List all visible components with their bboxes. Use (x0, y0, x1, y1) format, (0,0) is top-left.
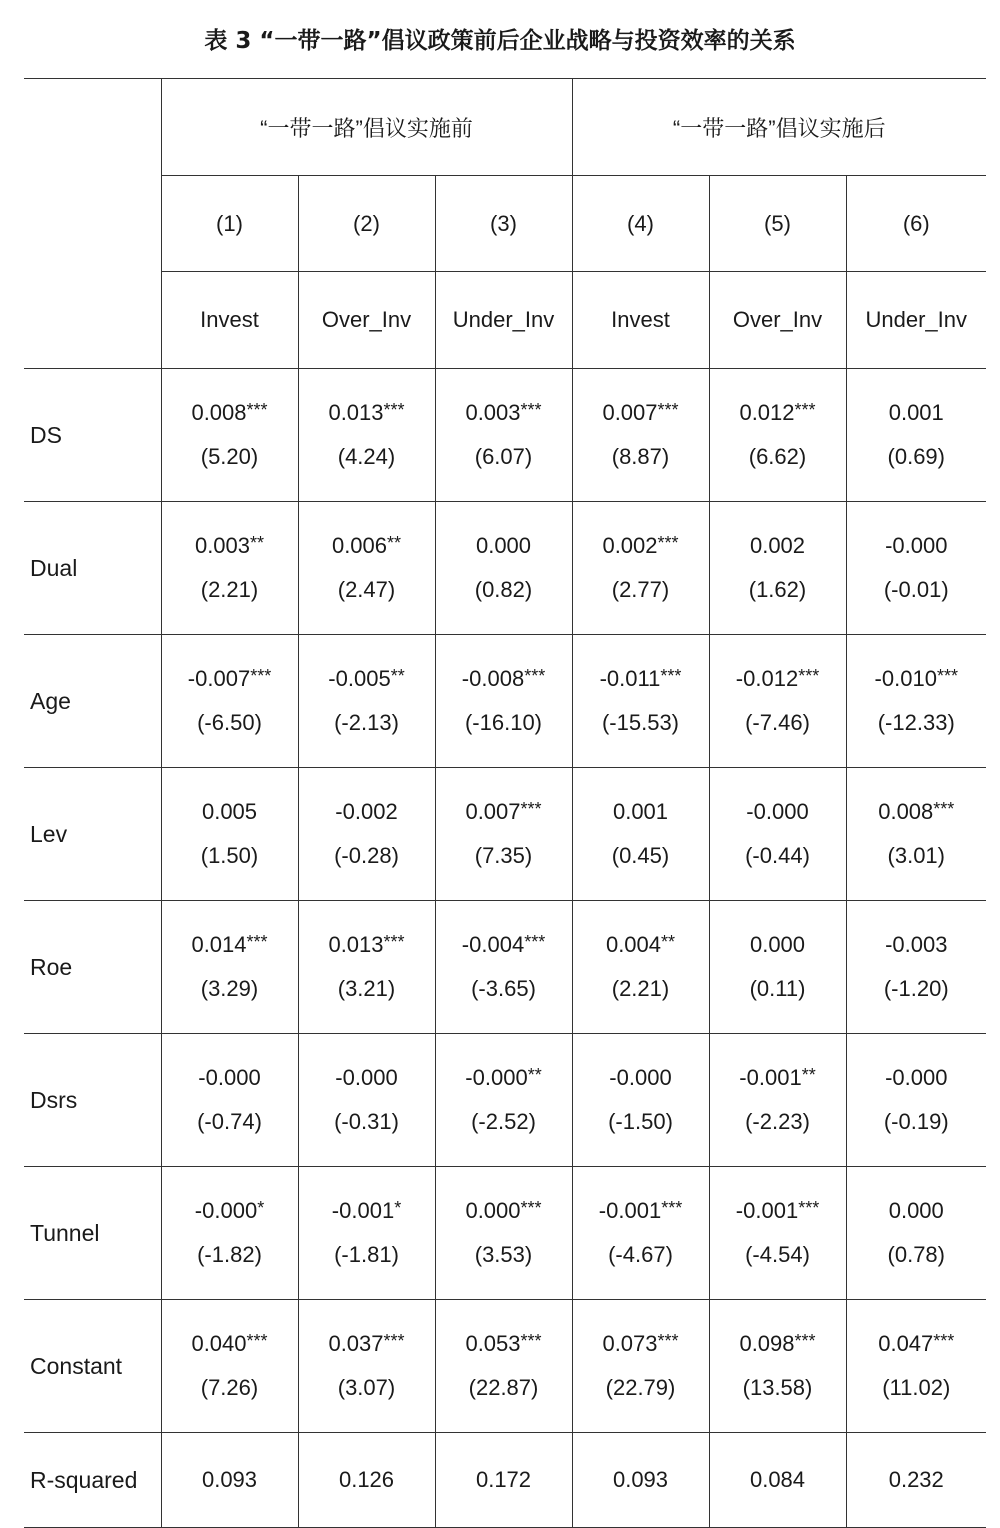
table-cell (572, 369, 709, 502)
significance-stars: * (257, 1198, 265, 1218)
coefficient (573, 533, 709, 559)
table-row (24, 502, 986, 635)
table-cell (435, 901, 572, 1034)
table-cell (298, 502, 435, 635)
coefficient-value: -0.000 (885, 1065, 948, 1090)
table-cell (846, 369, 986, 502)
table-cell (161, 768, 298, 901)
t-statistic: (-0.31) (334, 1109, 399, 1134)
coefficient (436, 400, 572, 426)
coefficient-value: 0.000 (475, 533, 532, 558)
table-cell (572, 1167, 709, 1300)
significance-stars: *** (798, 666, 820, 686)
coefficient (573, 932, 709, 958)
significance-stars: ** (527, 1065, 542, 1085)
t-statistic: (3.01) (887, 843, 945, 868)
model-number-cell: (4) (572, 176, 709, 272)
significance-stars: *** (794, 400, 816, 420)
coefficient-value: -0.000 (746, 799, 809, 824)
t-statistic: (-0.19) (883, 1109, 949, 1134)
table-cell (435, 502, 572, 635)
row-label: Tunnel (24, 1167, 161, 1300)
coefficient (710, 1331, 846, 1357)
table-cell (846, 1167, 986, 1300)
t-statistic: (22.87) (468, 1375, 539, 1400)
significance-stars: *** (933, 1331, 955, 1351)
coefficient-value: -0.004 (461, 932, 525, 957)
coefficient (573, 1331, 709, 1357)
row-label: Dsrs (24, 1034, 161, 1167)
t-statistic: (3.21) (337, 976, 396, 1001)
group-header-before: “一带一路”倡议实施前 (161, 79, 572, 176)
coefficient (436, 533, 572, 559)
coefficient (710, 1065, 846, 1091)
significance-stars: *** (520, 1198, 542, 1218)
model-number-row (24, 176, 986, 272)
coefficient (299, 799, 435, 825)
dependent-variable-cell: Invest (572, 272, 709, 369)
t-statistic: (3.29) (200, 976, 259, 1001)
coefficient-value: 0.037 (328, 1331, 384, 1356)
coefficient (436, 1065, 572, 1091)
t-statistic: (13.58) (742, 1375, 813, 1400)
coefficient-value: -0.001 (739, 1065, 802, 1090)
coefficient (436, 666, 572, 692)
coefficient (162, 799, 298, 825)
coefficient (573, 400, 709, 426)
t-statistic: (7.26) (200, 1375, 259, 1400)
dependent-variable-cell: Over_Inv (298, 272, 435, 369)
significance-stars: *** (657, 400, 679, 420)
table-cell (846, 1300, 986, 1433)
coefficient-value: 0.047 (878, 1331, 934, 1356)
row-label: DS (24, 369, 161, 502)
t-statistic: (-2.52) (471, 1109, 536, 1134)
t-statistic: (11.02) (882, 1375, 951, 1400)
t-statistic: (0.11) (749, 976, 806, 1001)
significance-stars: *** (520, 1331, 542, 1351)
coefficient-value: 0.002 (602, 533, 658, 558)
t-statistic: (2.77) (611, 577, 670, 602)
coefficient (162, 1198, 298, 1224)
table-cell (161, 502, 298, 635)
t-statistic: (-2.23) (745, 1109, 810, 1134)
coefficient (162, 400, 298, 426)
dependent-variable-cell: Under_Inv (846, 272, 986, 369)
coefficient (847, 1065, 987, 1091)
coefficient-value: 0.014 (191, 932, 247, 957)
significance-stars: *** (798, 1198, 820, 1218)
coefficient-value: 0.053 (465, 1331, 521, 1356)
significance-stars: *** (933, 799, 955, 819)
table-cell (298, 901, 435, 1034)
coefficient (847, 666, 987, 692)
t-statistic: (-2.13) (334, 710, 399, 735)
significance-stars: *** (383, 932, 405, 952)
rsquared-value: 0.126 (298, 1433, 435, 1528)
table-body (24, 369, 986, 1433)
coefficient (847, 1198, 987, 1224)
significance-stars: *** (660, 666, 682, 686)
rsquared-row (24, 1433, 986, 1528)
coefficient (299, 400, 435, 426)
t-statistic: (-1.20) (883, 976, 949, 1001)
table-cell (435, 369, 572, 502)
rsquared-value: 0.172 (435, 1433, 572, 1528)
table-row (24, 1034, 986, 1167)
model-number-cell: (3) (435, 176, 572, 272)
significance-stars: *** (383, 400, 405, 420)
corner-cell (24, 79, 161, 369)
model-number-cell: (6) (846, 176, 986, 272)
t-statistic: (-16.10) (464, 710, 543, 735)
significance-stars: *** (246, 400, 268, 420)
coefficient-value: 0.008 (191, 400, 247, 425)
model-number-cell: (2) (298, 176, 435, 272)
t-statistic: (6.62) (748, 444, 807, 469)
significance-stars: ** (387, 533, 402, 553)
t-statistic: (-0.28) (334, 843, 399, 868)
row-label-rsquared: R-squared (24, 1433, 161, 1528)
table-cell (298, 1034, 435, 1167)
significance-stars: ** (661, 932, 676, 952)
t-statistic: (-0.01) (883, 577, 949, 602)
table-cell (846, 901, 986, 1034)
coefficient (847, 400, 987, 426)
significance-stars: ** (250, 533, 265, 553)
coefficient (847, 932, 987, 958)
coefficient (710, 400, 846, 426)
table-cell (572, 502, 709, 635)
table-cell (709, 502, 846, 635)
t-statistic: (-0.74) (197, 1109, 262, 1134)
t-statistic: (5.20) (200, 444, 259, 469)
t-statistic: (-15.53) (601, 710, 680, 735)
group-header-after: “一带一路”倡议实施后 (572, 79, 986, 176)
coefficient (847, 533, 987, 559)
coefficient (710, 666, 846, 692)
coefficient (847, 799, 987, 825)
coefficient (573, 799, 709, 825)
coefficient (573, 666, 709, 692)
coefficient-value: -0.007 (187, 666, 251, 691)
coefficient-value: -0.005 (328, 666, 391, 691)
t-statistic: (0.69) (887, 444, 945, 469)
table-cell (572, 768, 709, 901)
dependent-variable-cell: Over_Inv (709, 272, 846, 369)
t-statistic: (3.53) (474, 1242, 533, 1267)
table-title: 表 3 “一带一路”倡议政策前后企业战略与投资效率的关系 (204, 28, 796, 54)
coefficient-value: 0.013 (328, 932, 384, 957)
t-statistic: (-12.33) (877, 710, 955, 735)
significance-stars: *** (657, 1331, 679, 1351)
coefficient (573, 1065, 709, 1091)
coefficient-value: 0.007 (465, 799, 521, 824)
coefficient-value: 0.098 (739, 1331, 795, 1356)
t-statistic: (4.24) (337, 444, 396, 469)
significance-stars: *** (657, 533, 679, 553)
significance-stars: *** (794, 1331, 816, 1351)
table-row (24, 1300, 986, 1433)
dependent-variable-cell: Under_Inv (435, 272, 572, 369)
table-cell (846, 1034, 986, 1167)
significance-stars: *** (936, 666, 958, 686)
rsquared-value: 0.093 (572, 1433, 709, 1528)
t-statistic: (7.35) (474, 843, 533, 868)
t-statistic: (-4.54) (745, 1242, 810, 1267)
coefficient (573, 1198, 709, 1224)
t-statistic: (0.82) (474, 577, 533, 602)
rsquared-value: 0.093 (161, 1433, 298, 1528)
table-cell (709, 901, 846, 1034)
table-cell (435, 1300, 572, 1433)
table-cell (846, 768, 986, 901)
coefficient (436, 1198, 572, 1224)
table-cell (709, 369, 846, 502)
significance-stars: *** (246, 932, 268, 952)
table-cell (435, 1034, 572, 1167)
t-statistic: (2.21) (611, 976, 670, 1001)
table-row (24, 369, 986, 502)
table-cell (709, 768, 846, 901)
table-row (24, 768, 986, 901)
coefficient (162, 533, 298, 559)
table-row (24, 635, 986, 768)
table-row (24, 1167, 986, 1300)
rsquared-value: 0.232 (846, 1433, 986, 1528)
coefficient (299, 1198, 435, 1224)
t-statistic: (-1.81) (334, 1242, 399, 1267)
table-cell (572, 1300, 709, 1433)
table-cell (161, 901, 298, 1034)
table-cell (435, 1167, 572, 1300)
significance-stars: *** (524, 666, 546, 686)
row-label: Age (24, 635, 161, 768)
coefficient (162, 1065, 298, 1091)
coefficient-value: -0.011 (599, 666, 661, 691)
coefficient-value: 0.000 (465, 1198, 521, 1223)
coefficient-value: 0.013 (328, 400, 384, 425)
coefficient-value: 0.073 (602, 1331, 658, 1356)
coefficient-value: -0.000 (335, 1065, 398, 1090)
table-cell (709, 1167, 846, 1300)
t-statistic: (1.62) (748, 577, 807, 602)
table-cell (846, 502, 986, 635)
t-statistic: (2.21) (200, 577, 259, 602)
significance-stars: *** (383, 1331, 405, 1351)
coefficient-value: -0.001 (598, 1198, 662, 1223)
rsquared-value: 0.084 (709, 1433, 846, 1528)
table-cell (709, 635, 846, 768)
coefficient-value: 0.012 (739, 400, 795, 425)
coefficient (299, 1331, 435, 1357)
coefficient-value: -0.001 (735, 1198, 799, 1223)
coefficient-value: 0.002 (749, 533, 806, 558)
coefficient-value: 0.000 (888, 1198, 944, 1223)
model-number-cell: (1) (161, 176, 298, 272)
row-label: Lev (24, 768, 161, 901)
table-cell (435, 768, 572, 901)
coefficient (299, 1065, 435, 1091)
coefficient-value: 0.004 (605, 932, 662, 957)
t-statistic: (0.78) (887, 1242, 945, 1267)
coefficient (299, 666, 435, 692)
t-statistic: (-0.44) (745, 843, 810, 868)
dependent-variable-row (24, 272, 986, 369)
coefficient-value: 0.003 (194, 533, 251, 558)
table-cell (298, 635, 435, 768)
coefficient-value: -0.000 (465, 1065, 528, 1090)
row-label: Constant (24, 1300, 161, 1433)
coefficient-value: -0.008 (461, 666, 525, 691)
table-cell (298, 369, 435, 502)
t-statistic: (-1.50) (608, 1109, 673, 1134)
coefficient-value: 0.001 (612, 799, 669, 824)
significance-stars: *** (520, 799, 542, 819)
table-cell (709, 1034, 846, 1167)
coefficient (710, 533, 846, 559)
significance-stars: *** (524, 932, 546, 952)
significance-stars: *** (246, 1331, 268, 1351)
table-cell (572, 635, 709, 768)
significance-stars: ** (801, 1065, 816, 1085)
coefficient (847, 1331, 987, 1357)
model-number-cell: (5) (709, 176, 846, 272)
t-statistic: (8.87) (611, 444, 670, 469)
t-statistic: (-1.82) (197, 1242, 262, 1267)
table-cell (298, 1167, 435, 1300)
table-cell (298, 768, 435, 901)
t-statistic: (2.47) (337, 577, 396, 602)
row-label: Dual (24, 502, 161, 635)
row-label: Roe (24, 901, 161, 1034)
coefficient-value: -0.001 (331, 1198, 395, 1223)
dependent-variable-cell: Invest (161, 272, 298, 369)
coefficient-value: -0.000 (609, 1065, 672, 1090)
coefficient (162, 1331, 298, 1357)
coefficient (436, 932, 572, 958)
coefficient-value: 0.006 (331, 533, 388, 558)
coefficient (299, 533, 435, 559)
t-statistic: (1.50) (200, 843, 259, 868)
coefficient-value: -0.003 (885, 932, 948, 957)
t-statistic: (3.07) (337, 1375, 396, 1400)
table-cell (709, 1300, 846, 1433)
coefficient-value: 0.001 (888, 400, 944, 425)
significance-stars: *** (250, 666, 272, 686)
t-statistic: (-4.67) (608, 1242, 673, 1267)
table-cell (572, 1034, 709, 1167)
coefficient-value: -0.010 (874, 666, 937, 691)
t-statistic: (-6.50) (197, 710, 262, 735)
coefficient-value: -0.000 (194, 1198, 258, 1223)
coefficient (162, 932, 298, 958)
t-statistic: (-3.65) (471, 976, 536, 1001)
coefficient (436, 799, 572, 825)
coefficient (710, 799, 846, 825)
table-cell (435, 635, 572, 768)
regression-table (24, 78, 986, 1528)
table-cell (161, 369, 298, 502)
coefficient-value: 0.040 (191, 1331, 247, 1356)
coefficient-value: -0.002 (335, 799, 398, 824)
t-statistic: (0.45) (611, 843, 670, 868)
significance-stars: ** (390, 666, 405, 686)
coefficient-value: 0.005 (201, 799, 258, 824)
coefficient-value: 0.000 (749, 932, 806, 957)
coefficient-value: 0.003 (465, 400, 521, 425)
table-cell (161, 1167, 298, 1300)
table-cell (572, 901, 709, 1034)
table-cell (161, 1034, 298, 1167)
table-cell (161, 1300, 298, 1433)
coefficient (436, 1331, 572, 1357)
table-row (24, 901, 986, 1034)
t-statistic: (6.07) (474, 444, 533, 469)
coefficient (710, 1198, 846, 1224)
significance-stars: *** (520, 400, 542, 420)
significance-stars: * (394, 1198, 402, 1218)
coefficient (710, 932, 846, 958)
coefficient (162, 666, 298, 692)
t-statistic: (-7.46) (745, 710, 810, 735)
coefficient-value: -0.000 (198, 1065, 261, 1090)
coefficient (299, 932, 435, 958)
coefficient-value: 0.007 (602, 400, 658, 425)
table-cell (298, 1300, 435, 1433)
significance-stars: *** (661, 1198, 683, 1218)
coefficient-value: -0.000 (885, 533, 948, 558)
table-cell (161, 635, 298, 768)
t-statistic: (22.79) (605, 1375, 676, 1400)
table-cell (846, 635, 986, 768)
coefficient-value: -0.012 (735, 666, 799, 691)
coefficient-value: 0.008 (878, 799, 934, 824)
